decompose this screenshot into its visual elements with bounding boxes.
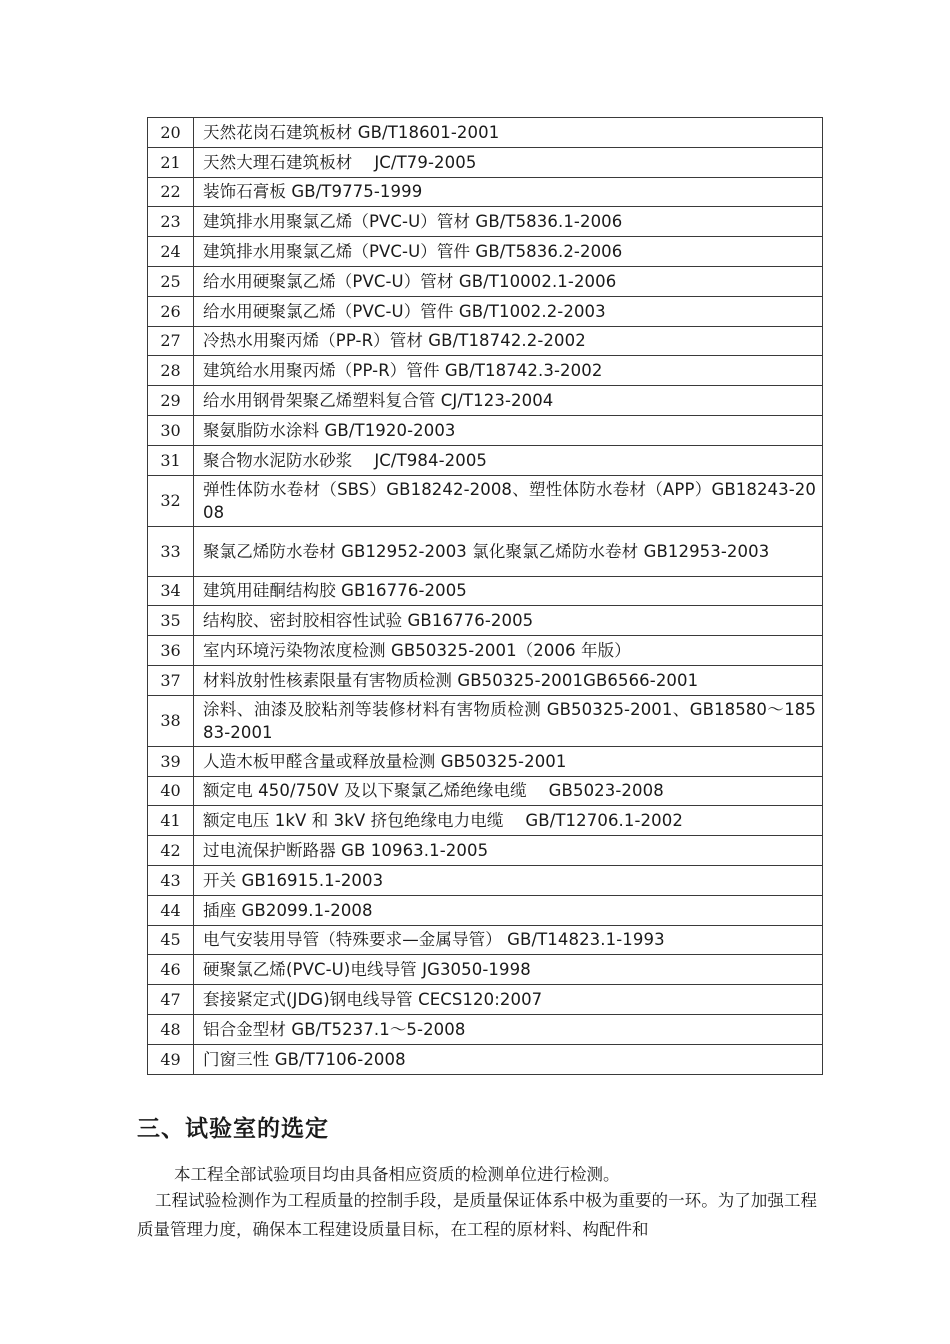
- standard-name: 给水用硬聚氯乙烯（PVC-U）管材 GB/T10002.1-2006: [194, 266, 823, 296]
- standard-name: 冷热水用聚丙烯（PP-R）管材 GB/T18742.2-2002: [194, 326, 823, 356]
- row-number: 36: [148, 636, 194, 666]
- standard-name: 涂料、油漆及胶粘剂等装修材料有害物质检测 GB50325-2001、GB18580～18583-2001: [194, 695, 823, 746]
- table-row: [148, 865, 823, 895]
- row-number: 39: [148, 746, 194, 776]
- standard-name: 给水用硬聚氯乙烯（PVC-U）管件 GB/T1002.2-2003: [194, 296, 823, 326]
- row-number: 34: [148, 576, 194, 606]
- standard-name: 门窗三性 GB/T7106-2008: [194, 1044, 823, 1074]
- table-row: [148, 576, 823, 606]
- row-number: 47: [148, 985, 194, 1015]
- standards-table: [147, 117, 823, 1075]
- row-number: 37: [148, 665, 194, 695]
- standard-name: 结构胶、密封胶相容性试验 GB16776-2005: [194, 606, 823, 636]
- row-number: 30: [148, 415, 194, 445]
- table-row: [148, 296, 823, 326]
- table-row: [148, 985, 823, 1015]
- table-row: [148, 606, 823, 636]
- standard-name: 装饰石膏板 GB/T9775-1999: [194, 177, 823, 207]
- table-row: [148, 665, 823, 695]
- standard-name: 过电流保护断路器 GB 10963.1-2005: [194, 836, 823, 866]
- row-number: 43: [148, 865, 194, 895]
- row-number: 23: [148, 207, 194, 237]
- standard-name: 硬聚氯乙烯(PVC-U)电线导管 JG3050-1998: [194, 955, 823, 985]
- row-number: 41: [148, 806, 194, 836]
- row-number: 44: [148, 895, 194, 925]
- row-number: 27: [148, 326, 194, 356]
- table-row: [148, 207, 823, 237]
- standard-name: 建筑给水用聚丙烯（PP-R）管件 GB/T18742.3-2002: [194, 356, 823, 386]
- standards-table-body: [148, 118, 823, 1075]
- table-row: [148, 326, 823, 356]
- standard-name: 给水用钢骨架聚乙烯塑料复合管 CJ/T123-2004: [194, 386, 823, 416]
- standard-name: 材料放射性核素限量有害物质检测 GB50325-2001GB6566-2001: [194, 665, 823, 695]
- table-row: [148, 415, 823, 445]
- row-number: 40: [148, 776, 194, 806]
- row-number: 42: [148, 836, 194, 866]
- table-row: [148, 118, 823, 148]
- standard-name: 人造木板甲醛含量或释放量检测 GB50325-2001: [194, 746, 823, 776]
- table-row: [148, 356, 823, 386]
- table-row: [148, 526, 823, 576]
- standard-name: 插座 GB2099.1-2008: [194, 895, 823, 925]
- row-number: 28: [148, 356, 194, 386]
- row-number: 49: [148, 1044, 194, 1074]
- table-row: [148, 925, 823, 955]
- table-row: [148, 895, 823, 925]
- row-number: 21: [148, 147, 194, 177]
- row-number: 48: [148, 1014, 194, 1044]
- standard-name: 聚氯乙烯防水卷材 GB12952-2003 氯化聚氯乙烯防水卷材 GB12953-2003: [194, 526, 823, 576]
- section-heading: 三、试验室的选定: [137, 1116, 329, 1142]
- row-number: 45: [148, 925, 194, 955]
- table-row: [148, 1044, 823, 1074]
- table-row: [148, 955, 823, 985]
- row-number: 33: [148, 526, 194, 576]
- table-row: [148, 177, 823, 207]
- standard-name: 弹性体防水卷材（SBS）GB18242-2008、塑性体防水卷材（APP）GB18243-2008: [194, 475, 823, 526]
- row-number: 20: [148, 118, 194, 148]
- standard-name: 天然花岗石建筑板材 GB/T18601-2001: [194, 118, 823, 148]
- table-row: [148, 776, 823, 806]
- standard-name: 天然大理石建筑板材 JC/T79-2005: [194, 147, 823, 177]
- table-row: [148, 746, 823, 776]
- table-row: [148, 836, 823, 866]
- row-number: 29: [148, 386, 194, 416]
- row-number: 31: [148, 445, 194, 475]
- standard-name: 聚氨脂防水涂料 GB/T1920-2003: [194, 415, 823, 445]
- table-row: [148, 636, 823, 666]
- standard-name: 室内环境污染物浓度检测 GB50325-2001（2006 年版）: [194, 636, 823, 666]
- standard-name: 电气安装用导管（特殊要求—金属导管） GB/T14823.1-1993: [194, 925, 823, 955]
- row-number: 46: [148, 955, 194, 985]
- table-row: [148, 806, 823, 836]
- row-number: 25: [148, 266, 194, 296]
- row-number: 32: [148, 475, 194, 526]
- standard-name: 铝合金型材 GB/T5237.1～5-2008: [194, 1014, 823, 1044]
- table-row: [148, 386, 823, 416]
- table-row: [148, 445, 823, 475]
- table-row: [148, 266, 823, 296]
- row-number: 35: [148, 606, 194, 636]
- standard-name: 建筑排水用聚氯乙烯（PVC-U）管件 GB/T5836.2-2006: [194, 237, 823, 267]
- table-row: [148, 475, 823, 526]
- table-row: [148, 1014, 823, 1044]
- standard-name: 开关 GB16915.1-2003: [194, 865, 823, 895]
- row-number: 22: [148, 177, 194, 207]
- paragraph-body: 工程试验检测作为工程质量的控制手段，是质量保证体系中极为重要的一环。为了加强工程质量管理力度，确保本工程建设质量目标，在工程的原材料、构配件和: [137, 1191, 817, 1239]
- row-number: 24: [148, 237, 194, 267]
- paragraph-intro: 本工程全部试验项目均由具备相应资质的检测单位进行检测。: [174, 1165, 620, 1184]
- standard-name: 套接紧定式(JDG)钢电线导管 CECS120:2007: [194, 985, 823, 1015]
- table-row: [148, 695, 823, 746]
- standard-name: 聚合物水泥防水砂浆 JC/T984-2005: [194, 445, 823, 475]
- standard-name: 额定电压 1kV 和 3kV 挤包绝缘电力电缆 GB/T12706.1-2002: [194, 806, 823, 836]
- row-number: 38: [148, 695, 194, 746]
- row-number: 26: [148, 296, 194, 326]
- table-row: [148, 237, 823, 267]
- table-row: [148, 147, 823, 177]
- standard-name: 建筑用硅酮结构胶 GB16776-2005: [194, 576, 823, 606]
- standard-name: 额定电 450/750V 及以下聚氯乙烯绝缘电缆 GB5023-2008: [194, 776, 823, 806]
- standard-name: 建筑排水用聚氯乙烯（PVC-U）管材 GB/T5836.1-2006: [194, 207, 823, 237]
